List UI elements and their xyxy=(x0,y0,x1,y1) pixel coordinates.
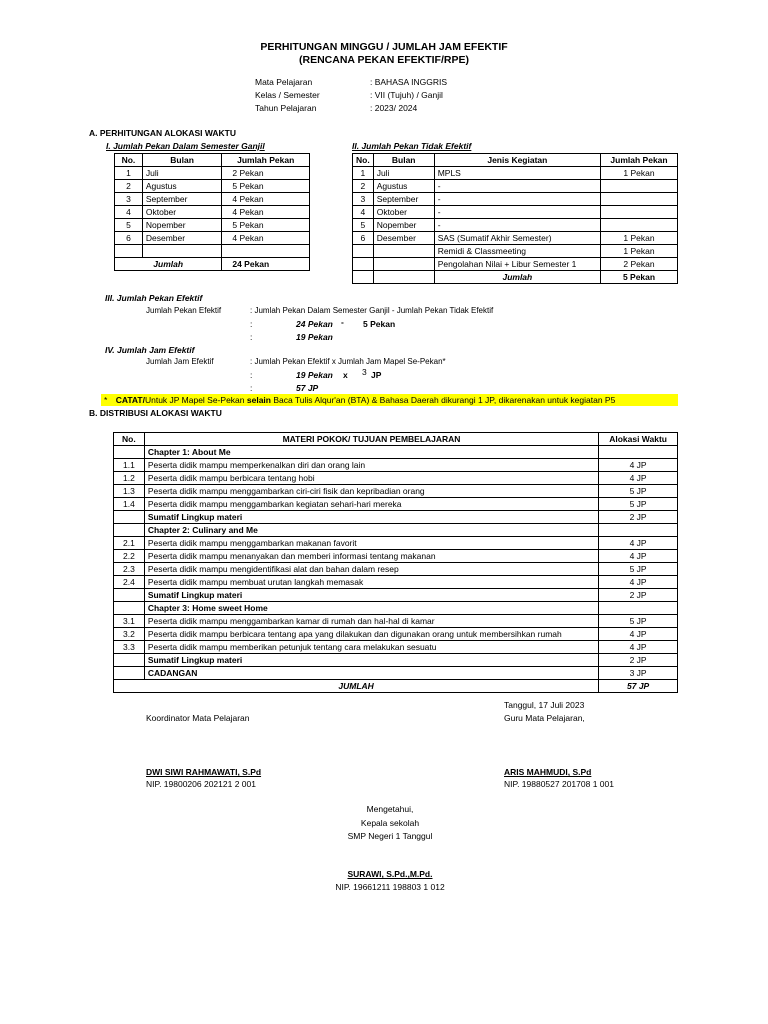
row-text: Peserta didik mampu memperkenalkan diri dan orang lain xyxy=(144,459,598,472)
table-cell: Pengolahan Nilai + Libur Semester 1 xyxy=(434,258,600,271)
table-cell: Desember xyxy=(142,232,221,245)
table-cell: Agustus xyxy=(142,180,221,193)
minus-sign: - xyxy=(341,317,344,327)
colon: : xyxy=(250,383,253,393)
row-text: Peserta didik mampu mengidentifikasi alat dan bahan dalam resep xyxy=(144,563,598,576)
row-number xyxy=(114,446,145,459)
jam-b-unit: JP xyxy=(371,370,382,380)
row-jp: 5 JP xyxy=(599,498,678,511)
table-cell: 2 Pekan xyxy=(601,258,678,271)
table-row xyxy=(353,258,678,271)
row-jp: 2 JP xyxy=(599,589,678,602)
table-cell xyxy=(353,258,374,271)
table-cell: 6 xyxy=(115,232,143,245)
table-row xyxy=(114,641,678,654)
table-row xyxy=(114,524,678,537)
table-row xyxy=(115,167,310,180)
row-jp: 5 JP xyxy=(599,615,678,628)
section-b-heading: B. DISTRIBUSI ALOKASI WAKTU xyxy=(89,408,222,418)
row-number xyxy=(114,524,145,537)
table-row xyxy=(114,472,678,485)
row-jp: 4 JP xyxy=(599,472,678,485)
table-row xyxy=(353,167,678,180)
efektif-result: 19 Pekan xyxy=(296,332,333,342)
table-cell xyxy=(601,206,678,219)
row-number: 3.2 xyxy=(114,628,145,641)
column-header: Jenis Kegiatan xyxy=(434,154,600,167)
note-star: * xyxy=(104,395,108,405)
table-cell: 4 Pekan xyxy=(222,206,310,219)
table-cell: 4 Pekan xyxy=(222,193,310,206)
table-row xyxy=(353,245,678,258)
place-date: Tanggul, 17 Juli 2023 xyxy=(504,700,585,710)
row-number: 2.2 xyxy=(114,550,145,563)
jam-label: Jumlah Jam Efektif xyxy=(146,357,214,366)
table-cell: 1 Pekan xyxy=(601,167,678,180)
table-row xyxy=(353,206,678,219)
table-cell: - xyxy=(434,193,600,206)
table-row xyxy=(114,654,678,667)
info-value: : 2023/ 2024 xyxy=(370,103,418,113)
table-row xyxy=(114,576,678,589)
table-cell: 1 xyxy=(353,167,374,180)
table-cell xyxy=(601,219,678,232)
table-cell: 1 Pekan xyxy=(601,245,678,258)
row-jp: 4 JP xyxy=(599,576,678,589)
row-text: Peserta didik mampu menggambarkan kegiatan sehari-hari mereka xyxy=(144,498,598,511)
table-cell: 2 Pekan xyxy=(222,167,310,180)
table-row xyxy=(115,193,310,206)
table-cell xyxy=(373,271,434,284)
table-row xyxy=(114,563,678,576)
colon: : xyxy=(250,370,253,380)
table-cell: 5 xyxy=(353,219,374,232)
row-jp: 5 JP xyxy=(599,563,678,576)
table-cell: 5 Pekan xyxy=(222,180,310,193)
row-number: 3.1 xyxy=(114,615,145,628)
head-name: SURAWI, S.Pd.,M.Pd. xyxy=(347,869,433,879)
kepala-label: Kepala sekolah xyxy=(360,818,420,828)
row-number: 1.1 xyxy=(114,459,145,472)
colon: : xyxy=(250,319,253,329)
row-text: Peserta didik mampu menanyakan dan memberi informasi tentang makanan xyxy=(144,550,598,563)
non-effective-table xyxy=(352,153,678,284)
row-number: 1.4 xyxy=(114,498,145,511)
row-text: Chapter 3: Home sweet Home xyxy=(144,602,598,615)
row-jp: 3 JP xyxy=(599,667,678,680)
table-cell xyxy=(353,271,374,284)
column-header: No. xyxy=(114,433,145,446)
row-text: Peserta didik mampu menggambarkan ciri-ciri fisik dan kepribadian orang xyxy=(144,485,598,498)
row-jp: 4 JP xyxy=(599,459,678,472)
efektif-b: 5 Pekan xyxy=(363,319,396,329)
sub4-heading: IV. Jumlah Jam Efektif xyxy=(105,345,195,355)
table-cell: Remidi & Classmeeting xyxy=(434,245,600,258)
page-title: PERHITUNGAN MINGGU / JUMLAH JAM EFEKTIF xyxy=(260,41,508,53)
times-sign: x xyxy=(343,370,348,380)
table-cell: 3 xyxy=(115,193,143,206)
row-number: 1.2 xyxy=(114,472,145,485)
table-row xyxy=(114,615,678,628)
column-header: No. xyxy=(115,154,143,167)
table-cell: September xyxy=(373,193,434,206)
note-banner xyxy=(101,394,678,406)
info-label: Mata Pelajaran xyxy=(255,77,313,87)
table-cell: - xyxy=(434,180,600,193)
table-row xyxy=(114,498,678,511)
table-cell: 1 Pekan xyxy=(601,232,678,245)
sub2-heading: II. Jumlah Pekan Tidak Efektif xyxy=(352,141,472,151)
efektif-formula: : Jumlah Pekan Dalam Semester Ganjil - Jumlah Pekan Tidak Efektif xyxy=(250,306,494,315)
table-cell: Juli xyxy=(142,167,221,180)
mengetahui: Mengetahui, xyxy=(366,804,414,814)
column-header: Alokasi Waktu xyxy=(599,433,678,446)
table-cell: 2 xyxy=(353,180,374,193)
jam-formula: : Jumlah Pekan Efektif x Jumlah Jam Mapel Se-Pekan* xyxy=(250,357,446,366)
table-row xyxy=(115,206,310,219)
row-number: 3.3 xyxy=(114,641,145,654)
table-row xyxy=(115,245,310,258)
school-name: SMP Negeri 1 Tanggul xyxy=(347,831,433,841)
table-cell: - xyxy=(434,206,600,219)
row-text: Peserta didik mampu memberikan petunjuk tentang cara melakukan sesuatu xyxy=(144,641,598,654)
table-cell: 1 xyxy=(115,167,143,180)
table-cell xyxy=(353,245,374,258)
table-row xyxy=(353,232,678,245)
table-row xyxy=(115,180,310,193)
row-jp: 2 JP xyxy=(599,654,678,667)
table-cell: Nopember xyxy=(373,219,434,232)
column-header: Jumlah Pekan xyxy=(222,154,310,167)
table-cell: 4 xyxy=(115,206,143,219)
table-cell: Oktober xyxy=(142,206,221,219)
table-cell: Agustus xyxy=(373,180,434,193)
table-row xyxy=(114,511,678,524)
weeks-table xyxy=(114,153,310,271)
row-text: Peserta didik mampu membuat urutan langkah memasak xyxy=(144,576,598,589)
note-catat: CATAT/ xyxy=(115,395,145,405)
column-header: No. xyxy=(353,154,374,167)
table-row xyxy=(353,180,678,193)
row-number: 2.4 xyxy=(114,576,145,589)
info-label: Kelas / Semester xyxy=(255,90,320,100)
row-number xyxy=(114,589,145,602)
head-nip: NIP. 19661211 198803 1 012 xyxy=(335,882,445,892)
column-header: Bulan xyxy=(142,154,221,167)
row-jp: 5 JP xyxy=(599,485,678,498)
table-cell: Desember xyxy=(373,232,434,245)
row-text: Peserta didik mampu menggambarkan kamar di rumah dan hal-hal di kamar xyxy=(144,615,598,628)
table-row xyxy=(353,193,678,206)
table-cell: 4 xyxy=(353,206,374,219)
table-cell: SAS (Sumatif Akhir Semester) xyxy=(434,232,600,245)
distribution-table xyxy=(113,432,678,693)
info-label: Tahun Pelajaran xyxy=(255,103,317,113)
row-jp xyxy=(599,446,678,459)
table-cell: 5 Pekan xyxy=(222,219,310,232)
table-cell xyxy=(601,193,678,206)
table-cell: MPLS xyxy=(434,167,600,180)
table-row xyxy=(114,537,678,550)
table-cell: 2 xyxy=(115,180,143,193)
jam-a: 19 Pekan xyxy=(296,370,333,380)
jam-b-num: 3 xyxy=(362,367,367,377)
table-cell: 4 Pekan xyxy=(222,232,310,245)
table-cell xyxy=(222,245,310,258)
efektif-label: Jumlah Pekan Efektif xyxy=(146,306,222,315)
table-cell xyxy=(115,245,143,258)
section-a-heading: A. PERHITUNGAN ALOKASI WAKTU xyxy=(89,128,237,138)
table-cell xyxy=(373,258,434,271)
table-cell: 3 xyxy=(353,193,374,206)
row-number: 2.1 xyxy=(114,537,145,550)
table-row xyxy=(114,485,678,498)
note-text1: Untuk JP Mapel Se-Pekan xyxy=(144,395,247,405)
row-text: Peserta didik mampu berbicara tentang hobi xyxy=(144,472,598,485)
efektif-a: 24 Pekan xyxy=(296,319,333,329)
table-row xyxy=(114,550,678,563)
row-text: CADANGAN xyxy=(144,667,598,680)
table-cell xyxy=(142,245,221,258)
column-header: MATERI POKOK/ TUJUAN PEMBELAJARAN xyxy=(144,433,598,446)
table-cell xyxy=(373,245,434,258)
table-cell: Oktober xyxy=(373,206,434,219)
row-jp xyxy=(599,524,678,537)
column-header: Bulan xyxy=(373,154,434,167)
left-nip: NIP. 19800206 202121 2 001 xyxy=(146,779,256,789)
column-header: Jumlah Pekan xyxy=(601,154,678,167)
left-name: DWI SIWI RAHMAWATI, S.Pd xyxy=(146,767,262,777)
row-number xyxy=(114,654,145,667)
info-value: : BAHASA INGGRIS xyxy=(370,77,447,87)
row-jp xyxy=(599,602,678,615)
row-text: Chapter 2: Culinary and Me xyxy=(144,524,598,537)
table-row xyxy=(353,219,678,232)
row-number: 2.3 xyxy=(114,563,145,576)
table-row xyxy=(114,446,678,459)
table-cell: - xyxy=(434,219,600,232)
row-number xyxy=(114,602,145,615)
table-cell: Nopember xyxy=(142,219,221,232)
table-cell: 5 xyxy=(115,219,143,232)
page-subtitle: (RENCANA PEKAN EFEKTIF/RPE) xyxy=(299,54,469,66)
total-label: JUMLAH xyxy=(114,680,599,693)
table-cell: 6 xyxy=(353,232,374,245)
sub3-heading: III. Jumlah Pekan Efektif xyxy=(105,293,203,303)
table-row xyxy=(115,219,310,232)
table-cell: Juli xyxy=(373,167,434,180)
row-jp: 4 JP xyxy=(599,628,678,641)
total-row xyxy=(353,271,678,284)
left-role: Koordinator Mata Pelajaran xyxy=(146,713,250,723)
row-jp: 2 JP xyxy=(599,511,678,524)
total-value: 24 Pekan xyxy=(222,258,310,271)
table-row xyxy=(114,602,678,615)
row-text: Sumatif Lingkup materi xyxy=(144,511,598,524)
sub1-heading: I. Jumlah Pekan Dalam Semester Ganjil xyxy=(106,141,265,151)
jam-result: 57 JP xyxy=(296,383,319,393)
right-name: ARIS MAHMUDI, S.Pd xyxy=(504,767,592,777)
info-value: : VII (Tujuh) / Ganjil xyxy=(370,90,443,100)
table-cell: September xyxy=(142,193,221,206)
table-row xyxy=(114,628,678,641)
total-row xyxy=(115,258,310,271)
row-number: 1.3 xyxy=(114,485,145,498)
total-row xyxy=(114,680,678,693)
total-value: 57 JP xyxy=(599,680,678,693)
row-text: Peserta didik mampu berbicara tentang apa yang dilakukan dan digunakan orang untuk membersihkan rumah xyxy=(144,628,598,641)
row-text: Sumatif Lingkup materi xyxy=(144,589,598,602)
right-role: Guru Mata Pelajaran, xyxy=(504,713,585,723)
total-label: Jumlah xyxy=(434,271,600,284)
total-label: Jumlah xyxy=(115,258,222,271)
table-row xyxy=(115,232,310,245)
right-nip: NIP. 19880527 201708 1 001 xyxy=(504,779,614,789)
row-text: Sumatif Lingkup materi xyxy=(144,654,598,667)
table-row xyxy=(114,589,678,602)
colon: : xyxy=(250,332,253,342)
row-jp: 4 JP xyxy=(599,550,678,563)
row-number xyxy=(114,667,145,680)
row-text: Chapter 1: About Me xyxy=(144,446,598,459)
row-text: Peserta didik mampu menggambarkan makanan favorit xyxy=(144,537,598,550)
note-text2: Baca Tulis Alqur'an (BTA) & Bahasa Daerah dikurangi 1 JP, dikarenakan untuk kegiatan P5 xyxy=(270,395,616,405)
table-row xyxy=(114,459,678,472)
note-selain: selain xyxy=(246,395,271,405)
row-jp: 4 JP xyxy=(599,641,678,654)
total-value: 5 Pekan xyxy=(601,271,678,284)
table-row xyxy=(114,667,678,680)
table-cell xyxy=(601,180,678,193)
row-jp: 4 JP xyxy=(599,537,678,550)
row-number xyxy=(114,511,145,524)
